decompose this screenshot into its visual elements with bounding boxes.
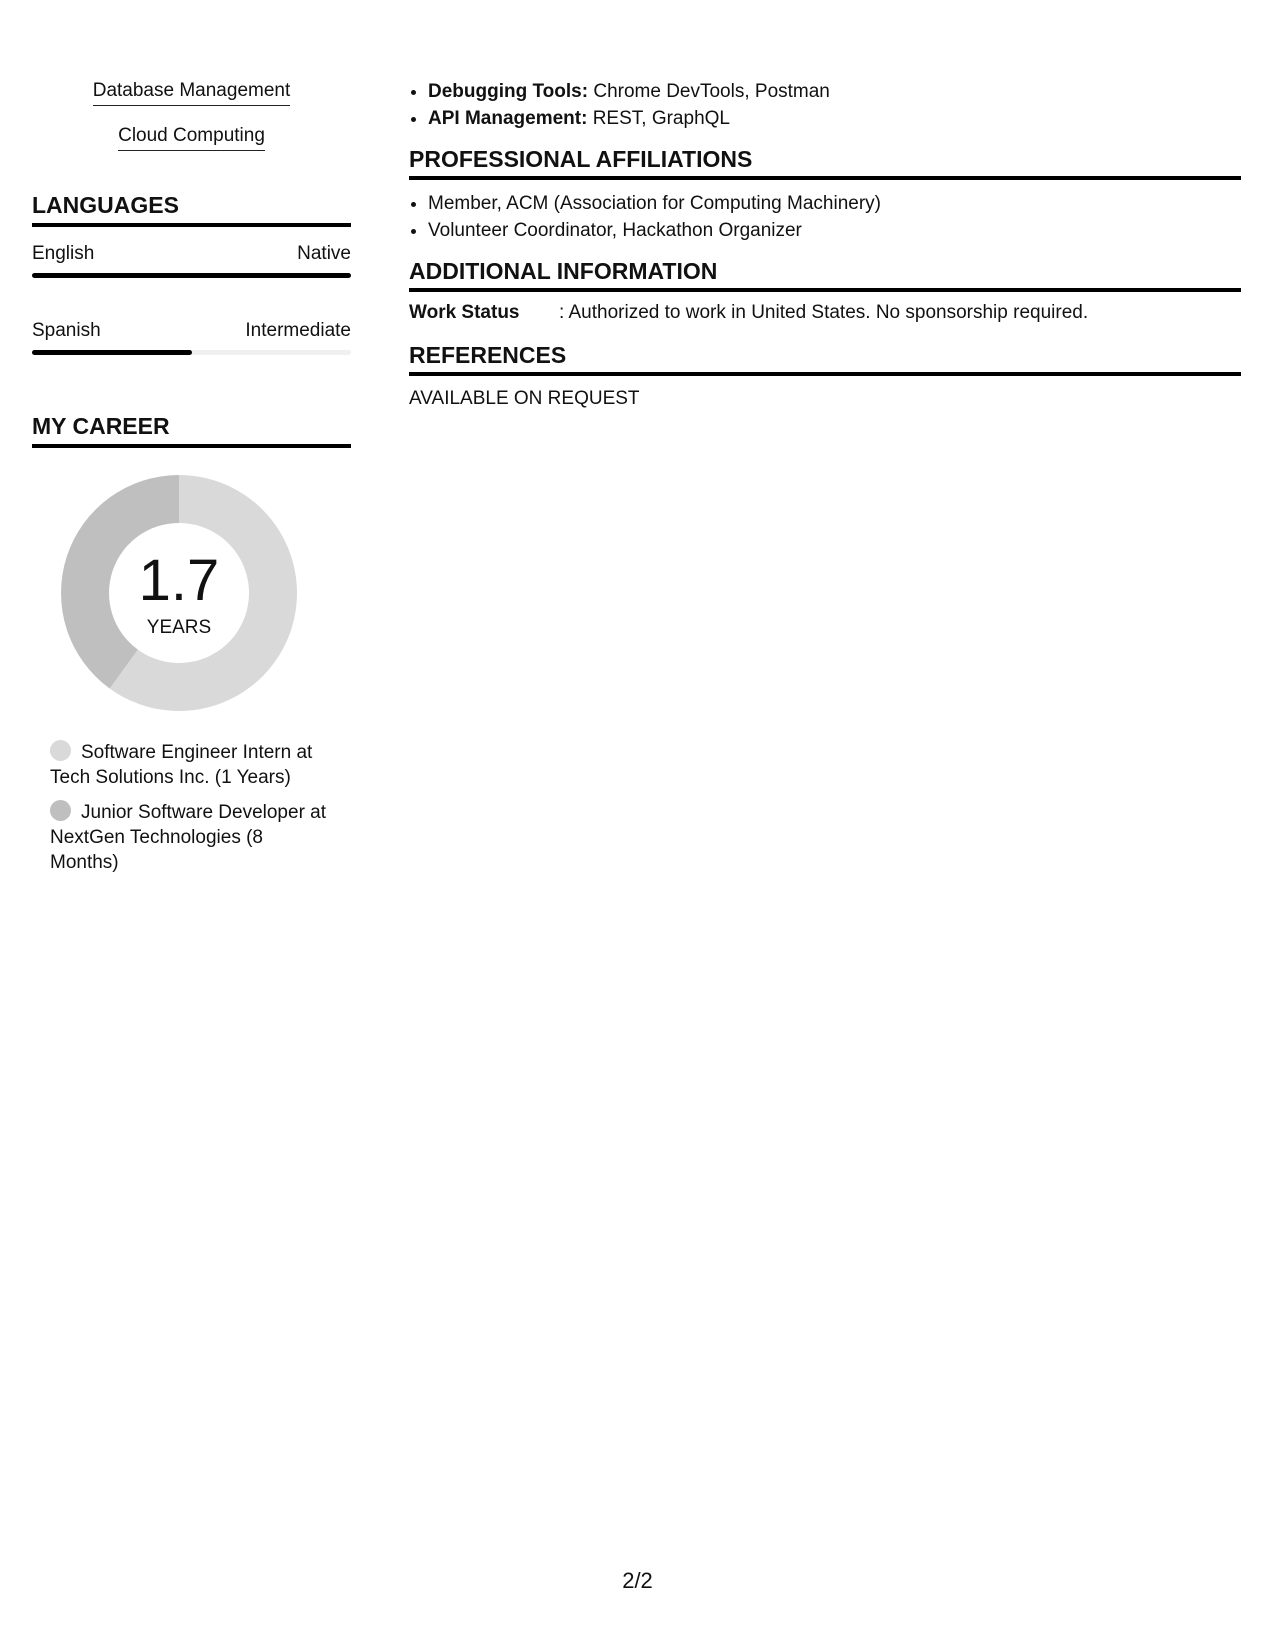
tool-label: Debugging Tools: xyxy=(428,81,589,102)
tool-value: REST, GraphQL xyxy=(587,108,730,129)
career-unit: YEARS xyxy=(146,617,212,638)
work-status-row xyxy=(409,302,1241,324)
legend-dot xyxy=(50,800,71,821)
tool-label: API Management: xyxy=(428,108,588,129)
legend-label: Junior Software Developer at NextGen Technologies (8 Months) xyxy=(50,802,327,873)
language-proficiency-bar xyxy=(32,273,351,278)
additional-info-title: ADDITIONAL INFORMATION xyxy=(409,258,1241,292)
affiliations-list xyxy=(409,190,1241,244)
language-name: Spanish xyxy=(32,320,101,341)
list-item xyxy=(428,78,1241,105)
tool-value: Chrome DevTools, Postman xyxy=(588,81,830,102)
skill-tag: Database Management xyxy=(93,80,291,106)
career-title: MY CAREER xyxy=(32,413,351,448)
career-total: 1.7 xyxy=(138,548,220,613)
legend-item xyxy=(50,740,330,790)
language-level: Native xyxy=(297,243,351,264)
legend-dot xyxy=(50,740,71,761)
language-item xyxy=(32,243,351,278)
skills-list xyxy=(32,80,351,170)
legend-item xyxy=(50,800,330,875)
page-number: 2/2 xyxy=(622,1568,653,1593)
language-proficiency-fill xyxy=(32,273,351,278)
skill-tag: Cloud Computing xyxy=(118,125,265,151)
references-title: REFERENCES xyxy=(409,342,1241,376)
languages-title: LANGUAGES xyxy=(32,192,351,227)
right-column xyxy=(409,78,1241,410)
list-item: • Volunteer Coordinator, Hackathon Organizer xyxy=(428,217,1241,244)
affiliations-title: PROFESSIONAL AFFILIATIONS xyxy=(409,146,1241,180)
list-item xyxy=(428,105,1241,132)
work-status-value: : Authorized to work in United States. No sponsorship required. xyxy=(559,302,1089,323)
legend-label: Software Engineer Intern at Tech Solutions Inc. (1 Years) xyxy=(50,742,313,788)
references-text: AVAILABLE ON REQUEST xyxy=(409,388,640,409)
language-proficiency-fill xyxy=(32,350,192,355)
language-level: Intermediate xyxy=(245,320,351,341)
language-name: English xyxy=(32,243,95,264)
list-item: • Member, ACM (Association for Computing Machinery) xyxy=(428,190,1241,217)
career-donut-chart xyxy=(54,468,304,718)
tools-list xyxy=(409,78,1241,132)
left-column xyxy=(32,80,351,885)
career-legend xyxy=(50,740,330,875)
language-item xyxy=(32,320,351,355)
donut-center xyxy=(54,468,304,718)
language-proficiency-bar xyxy=(32,350,351,355)
work-status-label: Work Status xyxy=(409,302,520,323)
